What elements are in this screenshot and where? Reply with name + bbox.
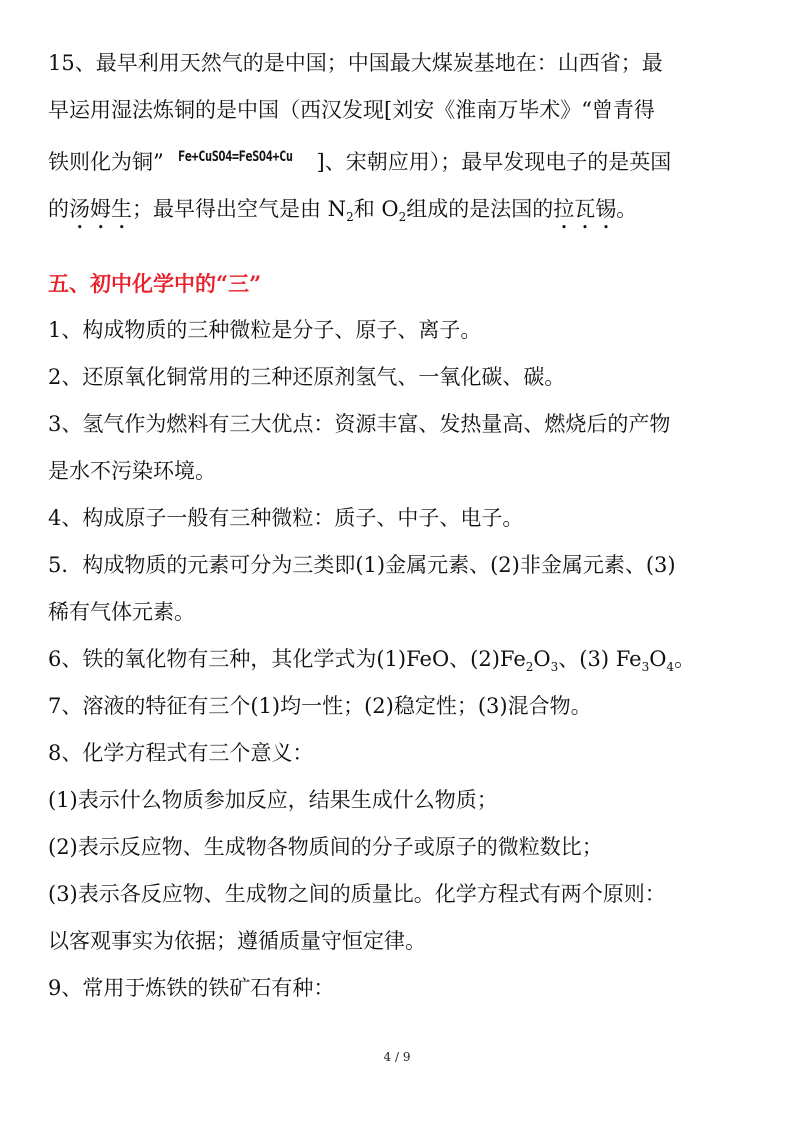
text: ；最早得出空气是由 N [132, 197, 347, 221]
item-8-sub-3-line-1: (3)表示各反应物、生成物之间的质量比。化学方程式有两个原则： [48, 882, 666, 906]
item-8-sub-2: (2)表示反应物、生成物各物质间的分子或原子的微粒数比； [48, 835, 603, 859]
spacer [48, 234, 748, 260]
text: 组成的是法国的 [406, 197, 554, 221]
text: 铁则化为铜” [48, 150, 164, 174]
item-3-line-2: 是水不污染环境。 [48, 459, 216, 483]
subscript: 2 [525, 660, 534, 675]
subscript: 4 [666, 660, 675, 675]
chemical-equation: Fe+CuSO4=FeSO4+Cu [177, 149, 293, 165]
item-15-line-3 [48, 134, 748, 186]
item-5-line-2: 稀有气体元素。 [48, 600, 195, 624]
text: O [533, 647, 551, 671]
document-body [48, 40, 748, 1012]
item-15-line-4 [48, 186, 748, 234]
subscript: 2 [346, 210, 354, 225]
text: 和 O [353, 197, 399, 221]
text: ]、宋朝应用）；最早发现电子的是英国 [316, 150, 672, 174]
text: 。 [674, 647, 696, 671]
item-3-line-1: 3、氢气作为燃料有三大优点：资源丰富、发热量高、燃烧后的产物 [48, 412, 671, 436]
text: 6、铁的氧化物有三种，其化学式为(1)FeO、(2)Fe [48, 647, 526, 671]
name-thomson: 汤姆生 [69, 197, 132, 221]
subscript: 2 [398, 210, 407, 225]
text: 。 [616, 197, 638, 221]
item-15-line-1: 15、最早利用天然气的是中国；中国最大煤炭基地在：山西省；最 [48, 51, 663, 75]
item-1: 1、构成物质的三种微粒是分子、原子、离子。 [48, 318, 482, 342]
subscript: 3 [641, 660, 650, 675]
item-7: 7、溶液的特征有三个(1)均一性；(2)稳定性；(3)混合物。 [48, 694, 592, 718]
text: 、(3) Fe [558, 647, 642, 671]
item-4: 4、构成原子一般有三种微粒：质子、中子、电子。 [48, 506, 524, 530]
text: O [649, 647, 667, 671]
item-8-sub-1: (1)表示什么物质参加反应，结果生成什么物质； [48, 788, 498, 812]
section-heading: 五、初中化学中的“三” [48, 271, 262, 296]
item-5-line-1: 5．构成物质的元素可分为三类即(1)金属元素、(2)非金属元素、(3) [48, 553, 676, 577]
item-2: 2、还原氧化铜常用的三种还原剂氢气、一氧化碳、碳。 [48, 365, 566, 389]
item-8-sub-3-line-2: 以客观事实为依据；遵循质量守恒定律。 [48, 929, 426, 953]
name-lavoisier: 拉瓦锡 [553, 197, 617, 221]
item-6 [48, 636, 748, 683]
item-15-line-2: 早运用湿法炼铜的是中国（西汉发现[刘安《淮南万毕术》“曾青得 [48, 98, 655, 122]
subscript: 3 [550, 660, 559, 675]
item-8: 8、化学方程式有三个意义： [48, 741, 314, 765]
item-9: 9、常用于炼铁的铁矿石有种： [48, 976, 335, 1000]
text: 的 [48, 197, 69, 221]
page-number: 4 / 9 [383, 1050, 411, 1064]
